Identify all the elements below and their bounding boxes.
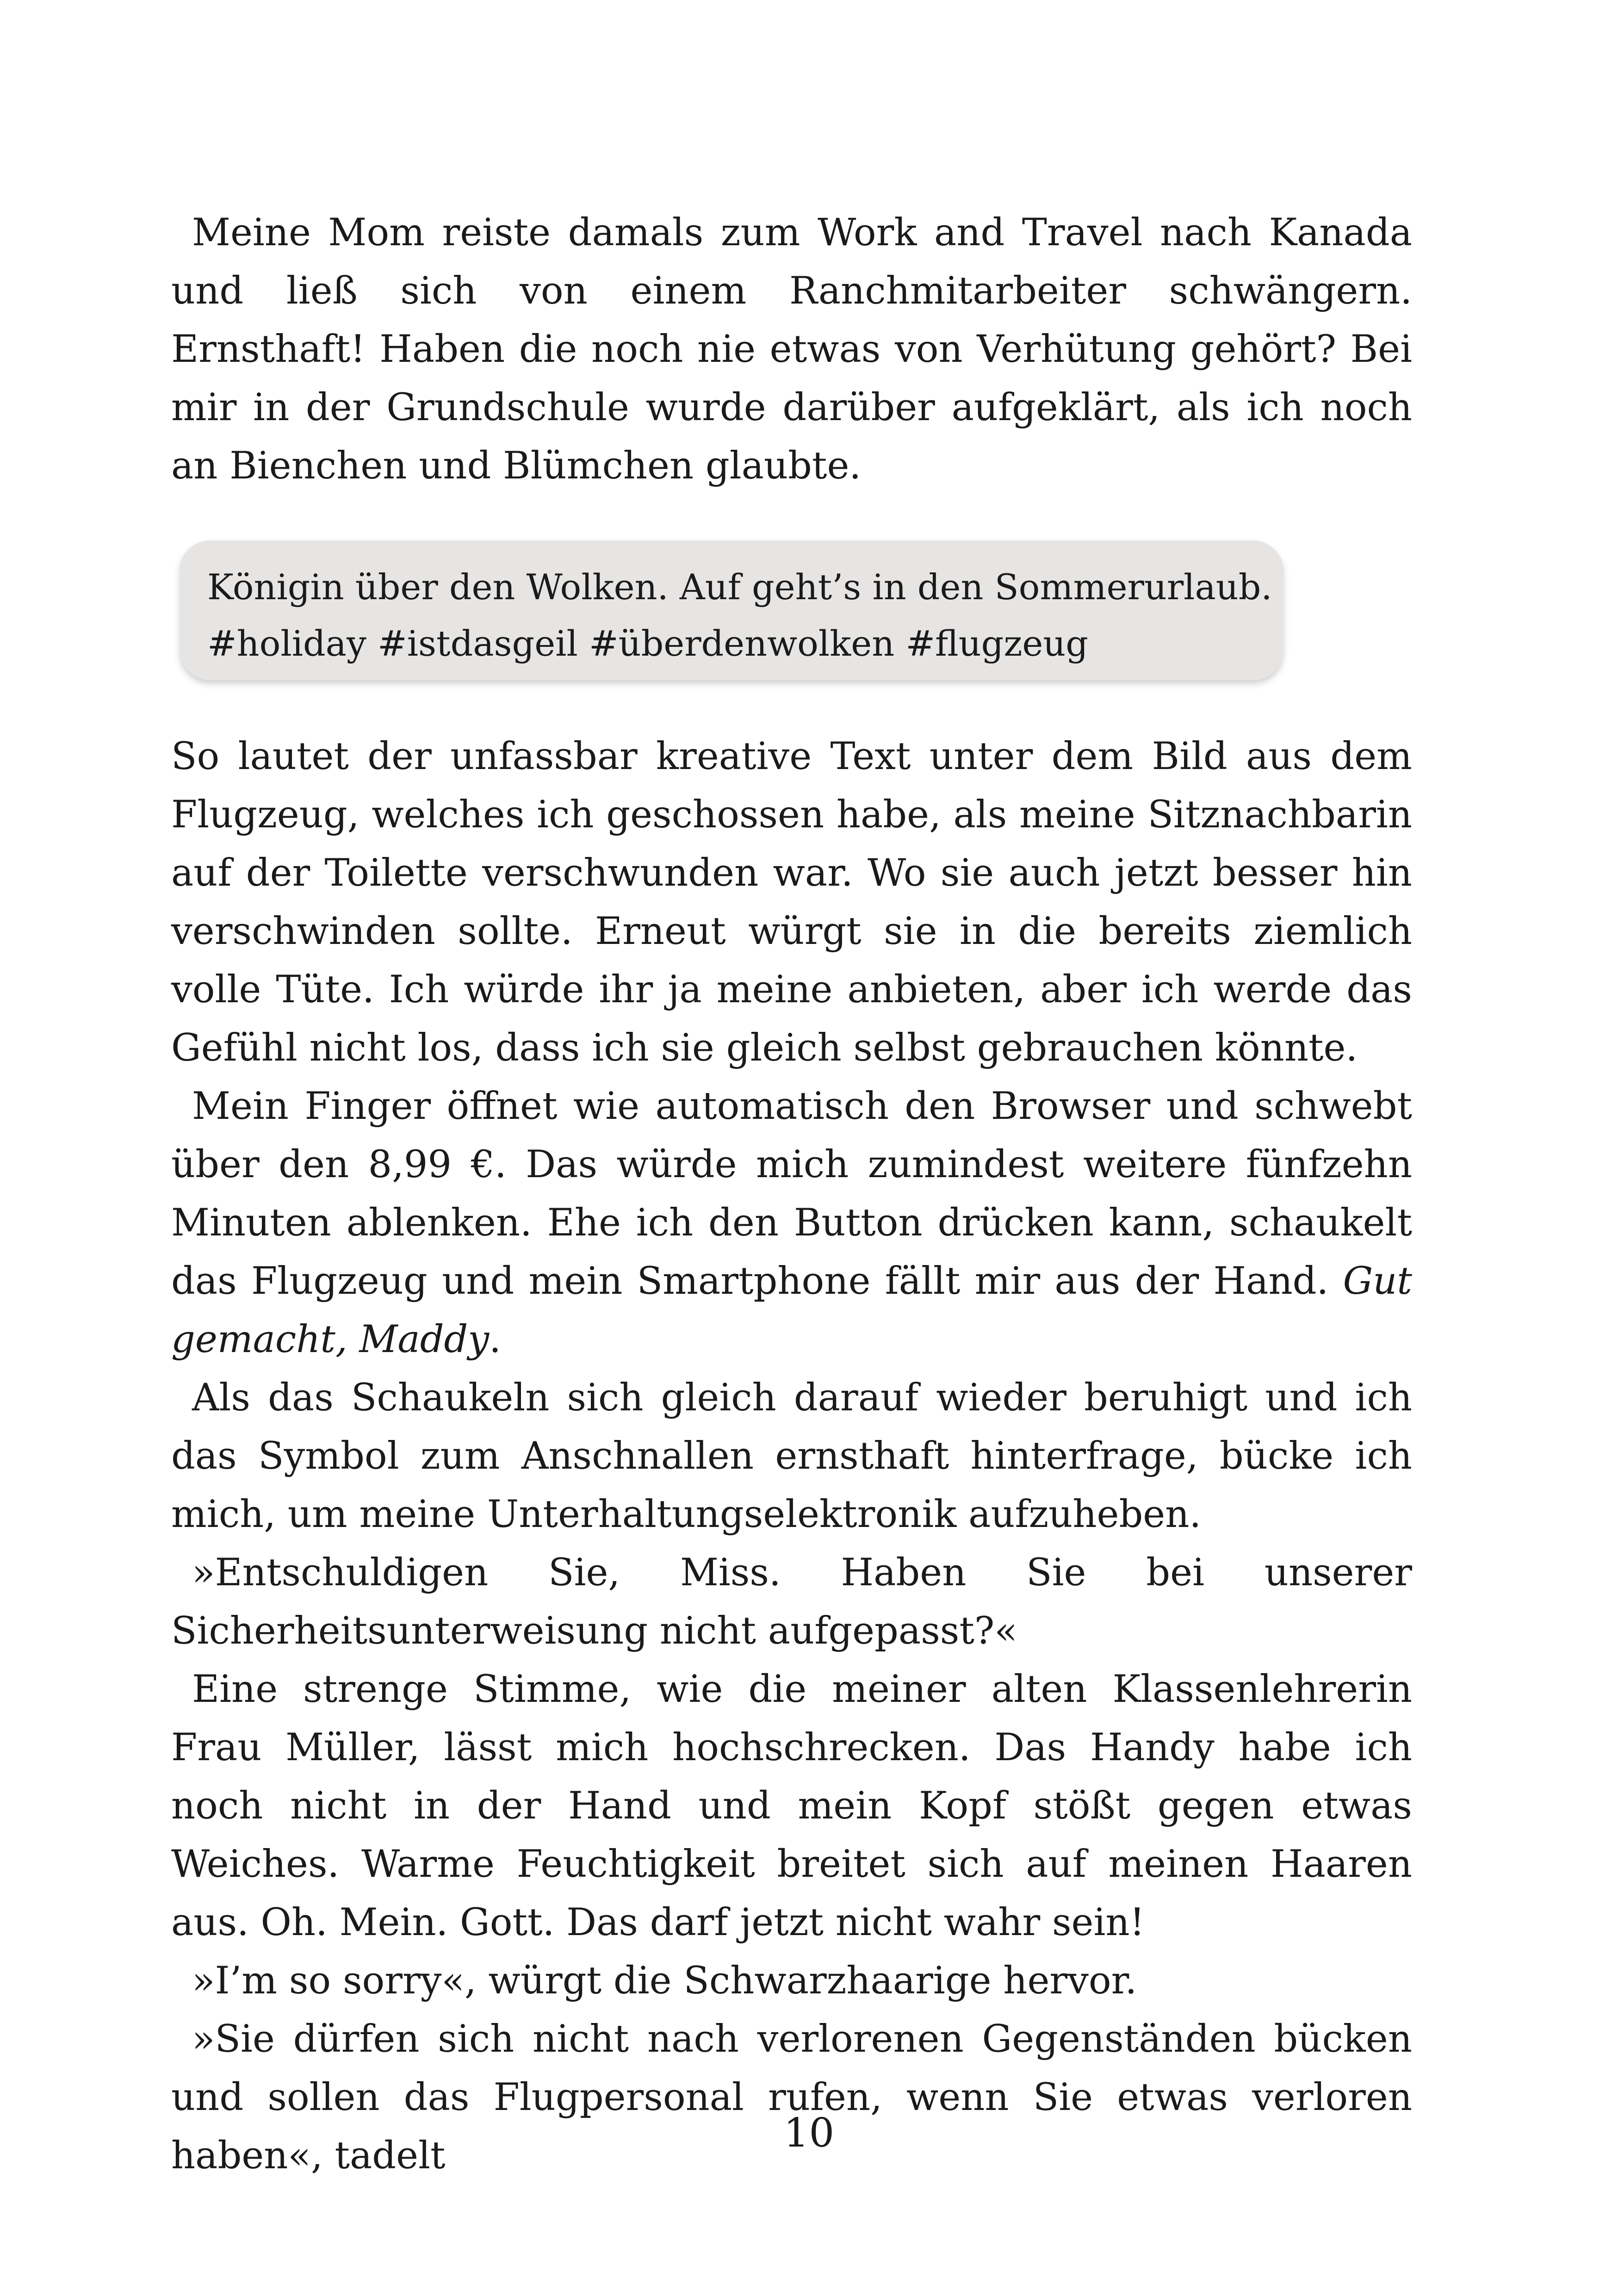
paragraph-strenge-stimme: Eine strenge Stimme, wie die meiner alten Klassenlehrerin Frau Müller, lässt mich hochschrecken. Das Handy habe ich noch nicht in der Hand und mein Kopf stößt gegen etwas Weiches. Warme Feuchtigkeit breitet sich auf meinen Haaren aus. Oh. Mein. Gott. Das darf jetzt nicht wahr sein! bbox=[171, 1668, 1412, 1944]
italic-gut-gemacht: Gut gemacht, Maddy bbox=[171, 1260, 1412, 1361]
paragraph-schaukeln: Als das Schaukeln sich gleich darauf wieder beruhigt und ich das Symbol zum Anschnallen ernsthaft hinterfrage, bücke ich mich, um meine Unterhaltungselektronik aufzuheben. bbox=[171, 1376, 1412, 1536]
paragraph-entschuldigen: »Entschuldigen Sie, Miss. Haben Sie bei unserer Sicherheitsunterweisung nicht aufgepasst?« bbox=[171, 1551, 1412, 1653]
paragraph-finger-browser-text: Mein Finger öffnet wie automatisch den Browser und schwebt über den 8,99 €. Das würde mich zumindest weitere fünfzehn Minuten ablenken. Ehe ich den Button drücken kann, schaukelt das Flugzeug und mein Smartphone fällt mir aus der Hand. bbox=[171, 1085, 1412, 1303]
paragraph-sie-duerfen: »Sie dürfen sich nicht nach verlorenen Gegenständen bücken und sollen das Flugpersonal rufen, wenn Sie etwas verloren haben«, tadelt bbox=[171, 2017, 1412, 2178]
paragraph-im-so-sorry: »I’m so sorry«, würgt die Schwarzhaarige hervor. bbox=[192, 1959, 1137, 2003]
page-number: 10 bbox=[783, 2110, 835, 2156]
post-hashtags: #holiday #istdasgeil #überdenwolken #flugzeug bbox=[207, 623, 1088, 664]
social-post-caption-box bbox=[180, 540, 1283, 680]
post-caption: Königin über den Wolken. Auf geht’s in den Sommerurlaub. bbox=[207, 566, 1272, 608]
top-text bbox=[171, 204, 1412, 495]
italic-period: . bbox=[489, 1318, 501, 1361]
paragraph-text-under-photo: So lautet der unfassbar kreative Text unter dem Bild aus dem Flugzeug, welches ich geschossen habe, als meine Sitznachbarin auf der Toilette verschwunden war. Wo sie auch jetzt besser hin verschwinden sollte. Erneut würgt sie in die bereits ziemlich volle Tüte. Ich würde ihr ja meine anbieten, aber ich werde das Gefühl nicht los, dass ich sie gleich selbst gebrauchen könnte. bbox=[171, 735, 1412, 1070]
paragraph-mom-story: Meine Mom reiste damals zum Work and Travel nach Kanada und ließ sich von einem Ranchmitarbeiter schwängern. Ernsthaft! Haben die noch nie etwas von Verhütung gehört? Bei mir in der Grundschule wurde darüber aufgeklärt, als ich noch an Bienchen und Blümchen glaubte. bbox=[171, 211, 1412, 488]
main-text bbox=[171, 727, 1412, 2185]
paragraph-finger-browser bbox=[171, 1077, 1412, 1369]
